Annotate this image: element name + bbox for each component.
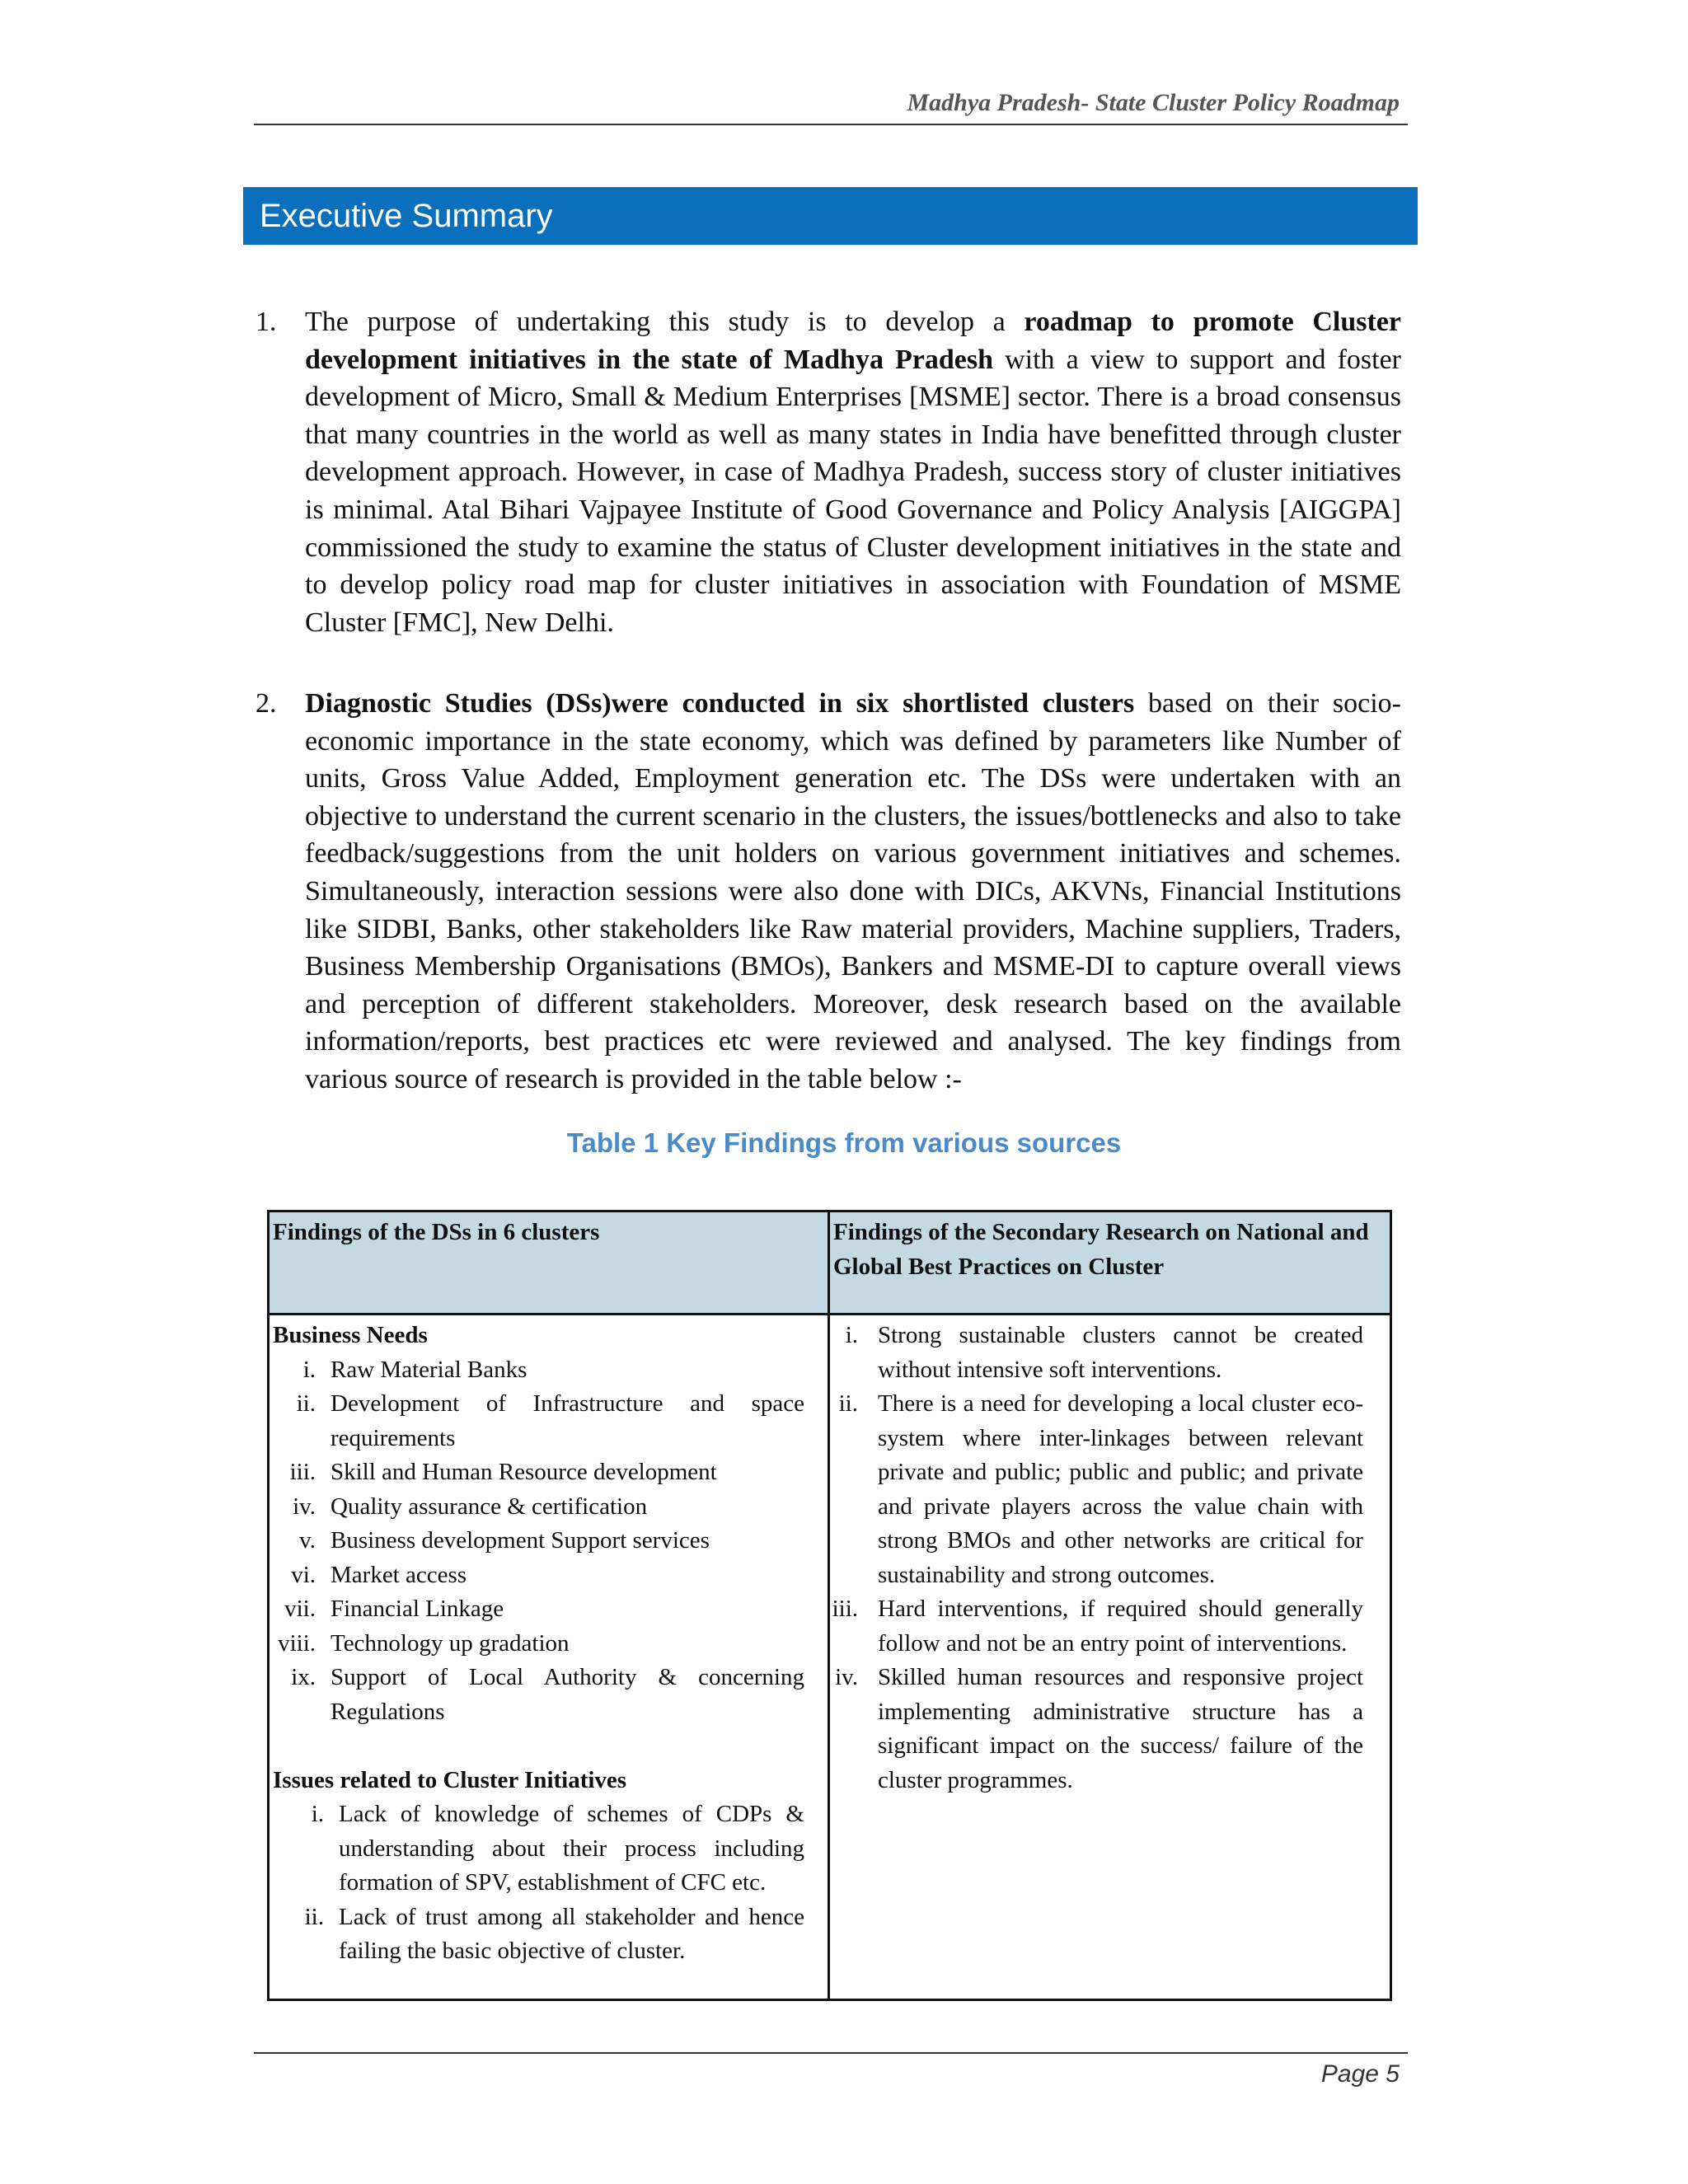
page-number: Page 5 [1320, 2060, 1400, 2088]
cluster-issues-list [273, 1797, 804, 1969]
paragraph-number: 1. [256, 307, 277, 337]
header-cell-secondary-findings: Findings of the Secondary Research on National and Global Best Practices on Cluster [829, 1212, 1391, 1315]
list-item-text: Development of Infrastructure and space requirements [331, 1390, 804, 1451]
list-item [830, 1319, 1363, 1387]
table-header-row [269, 1212, 1391, 1315]
list-item-text: Quality assurance & certification [331, 1493, 648, 1520]
secondary-findings-cell [829, 1315, 1391, 2000]
list-item-text: Technology up gradation [331, 1629, 570, 1657]
paragraph-rest: based on their socio-economic importance in the state economy, which was defined by parameters like Number of units, Gross Value Added, Employment generation etc. The DSs were undertaken with an objective to understand the current scenario in the clusters, the issues/bottlenecks and also to take feedback/suggestions from the unit holders on various government initiatives and schemes. Simultaneously, interaction sessions were also done with DICs, AKVNs, Financial Institutions like SIDBI, Banks, other stakeholders like Raw material providers, Machine suppliers, Traders, Business Membership Organisations (BMOs), Bankers and MSME-DI to capture overall views and perception of different stakeholders. Moreover, desk research based on the available information/reports, best practices etc were reviewed and analysed. The key findings from various source of research is provided in the table below :- [305, 688, 1402, 1094]
list-item-number: ix. [291, 1664, 316, 1690]
list-item-text: Lack of knowledge of schemes of CDPs & understanding about their process including formation of SPV, establishment of CFC etc. [339, 1801, 804, 1896]
list-item-text: Financial Linkage [331, 1596, 504, 1622]
paragraph-bold: Diagnostic Studies (DSs)were conducted in six shortlisted clusters [305, 688, 1135, 719]
list-item-text: Business development Support services [331, 1527, 710, 1554]
list-item [273, 1387, 804, 1455]
business-needs-heading: Business Needs [273, 1322, 428, 1348]
list-item [830, 1661, 1363, 1797]
list-item-number: iv. [293, 1493, 316, 1520]
list-item-number: ii. [304, 1903, 324, 1930]
list-item [273, 1455, 804, 1490]
list-item-text: There is a need for developing a local cluster eco-system where inter-linkages between relevant private and public; public and public; and private and private players across the value chain with strong BMOs and other networks are critical for sustainability and strong outcomes. [878, 1390, 1363, 1588]
list-item-number: viii. [278, 1629, 316, 1657]
paragraph-2 [256, 685, 1401, 1099]
paragraph-lead: The purpose of undertaking this study is to develop a [305, 307, 1025, 337]
list-item-number: iii. [289, 1459, 316, 1485]
list-item [273, 1558, 804, 1593]
spacer [273, 1729, 804, 1764]
list-item [273, 1797, 804, 1900]
paragraph-bold: roadmap to promote Cluster development initiatives in the state of Madhya Pradesh [305, 307, 1401, 375]
running-header: Madhya Pradesh- State Cluster Policy Roadmap [907, 89, 1400, 116]
table-caption: Table 1 Key Findings from various sources [566, 1127, 1122, 1158]
list-item-number: i. [302, 1356, 316, 1383]
list-item-number: i. [845, 1322, 858, 1348]
header-rule [254, 124, 1408, 125]
footer-rule [254, 2052, 1408, 2054]
list-item [273, 1524, 804, 1558]
list-item-number: v. [299, 1527, 316, 1554]
list-item [273, 1490, 804, 1525]
paragraph-body [305, 685, 1401, 1099]
list-item-number: ii. [296, 1390, 316, 1417]
list-item-number: ii. [838, 1390, 858, 1417]
paragraph-body [305, 303, 1401, 641]
secondary-findings-list [830, 1319, 1363, 1797]
list-item-text: Hard interventions, if required should generally follow and not be an entry point of interventions. [878, 1596, 1363, 1657]
list-item [273, 1900, 804, 1969]
ds-findings-cell [269, 1315, 829, 2000]
list-item-text: Market access [331, 1561, 467, 1588]
findings-table [267, 1210, 1392, 2001]
header-cell-ds-findings: Findings of the DSs in 6 clusters [269, 1212, 829, 1315]
list-item [273, 1661, 804, 1729]
cluster-issues-heading: Issues related to Cluster Initiatives [273, 1766, 627, 1793]
list-item [273, 1353, 804, 1388]
paragraph-rest: with a view to support and foster development of Micro, Small & Medium Enterprises [MSME] sector. There is a broad consensus that many countries in the world as well as many states in India have benefitted through cluster development approach. However, in case of Madhya Pradesh, success story of cluster initiatives is minimal. Atal Bihari Vajpayee Institute of Good Governance and Policy Analysis [AIGGPA] commissioned the study to examine the status of Cluster development initiatives in the state and to develop policy road map for cluster initiatives in association with Foundation of MSME Cluster [FMC], New Delhi. [305, 344, 1401, 638]
table-body-row [269, 1315, 1391, 2000]
business-needs-list [273, 1353, 804, 1730]
list-item-text: Raw Material Banks [331, 1356, 528, 1383]
list-item-number: vii. [284, 1596, 316, 1622]
section-title: Executive Summary [243, 187, 1418, 245]
list-item-text: Support of Local Authority & concerning Regulations [331, 1664, 804, 1725]
list-item-text: Lack of trust among all stakeholder and hence failing the basic objective of cluster. [339, 1903, 804, 1964]
list-item-text: Skilled human resources and responsive project implementing administrative structure has a significant impact on the success/ failure of the cluster programmes. [878, 1664, 1363, 1793]
list-item-number: iii. [832, 1596, 858, 1622]
list-item [273, 1592, 804, 1627]
list-item-number: vi. [291, 1561, 316, 1588]
list-item-text: Strong sustainable clusters cannot be created without intensive soft interventions. [878, 1322, 1363, 1383]
paragraph-number: 2. [256, 688, 277, 719]
list-item-number: iv. [835, 1664, 858, 1690]
list-item-number: i. [311, 1801, 324, 1827]
list-item-text: Skill and Human Resource development [331, 1459, 717, 1485]
paragraph-1 [256, 303, 1401, 641]
list-item [273, 1627, 804, 1661]
list-item [830, 1387, 1363, 1592]
list-item [830, 1592, 1363, 1661]
